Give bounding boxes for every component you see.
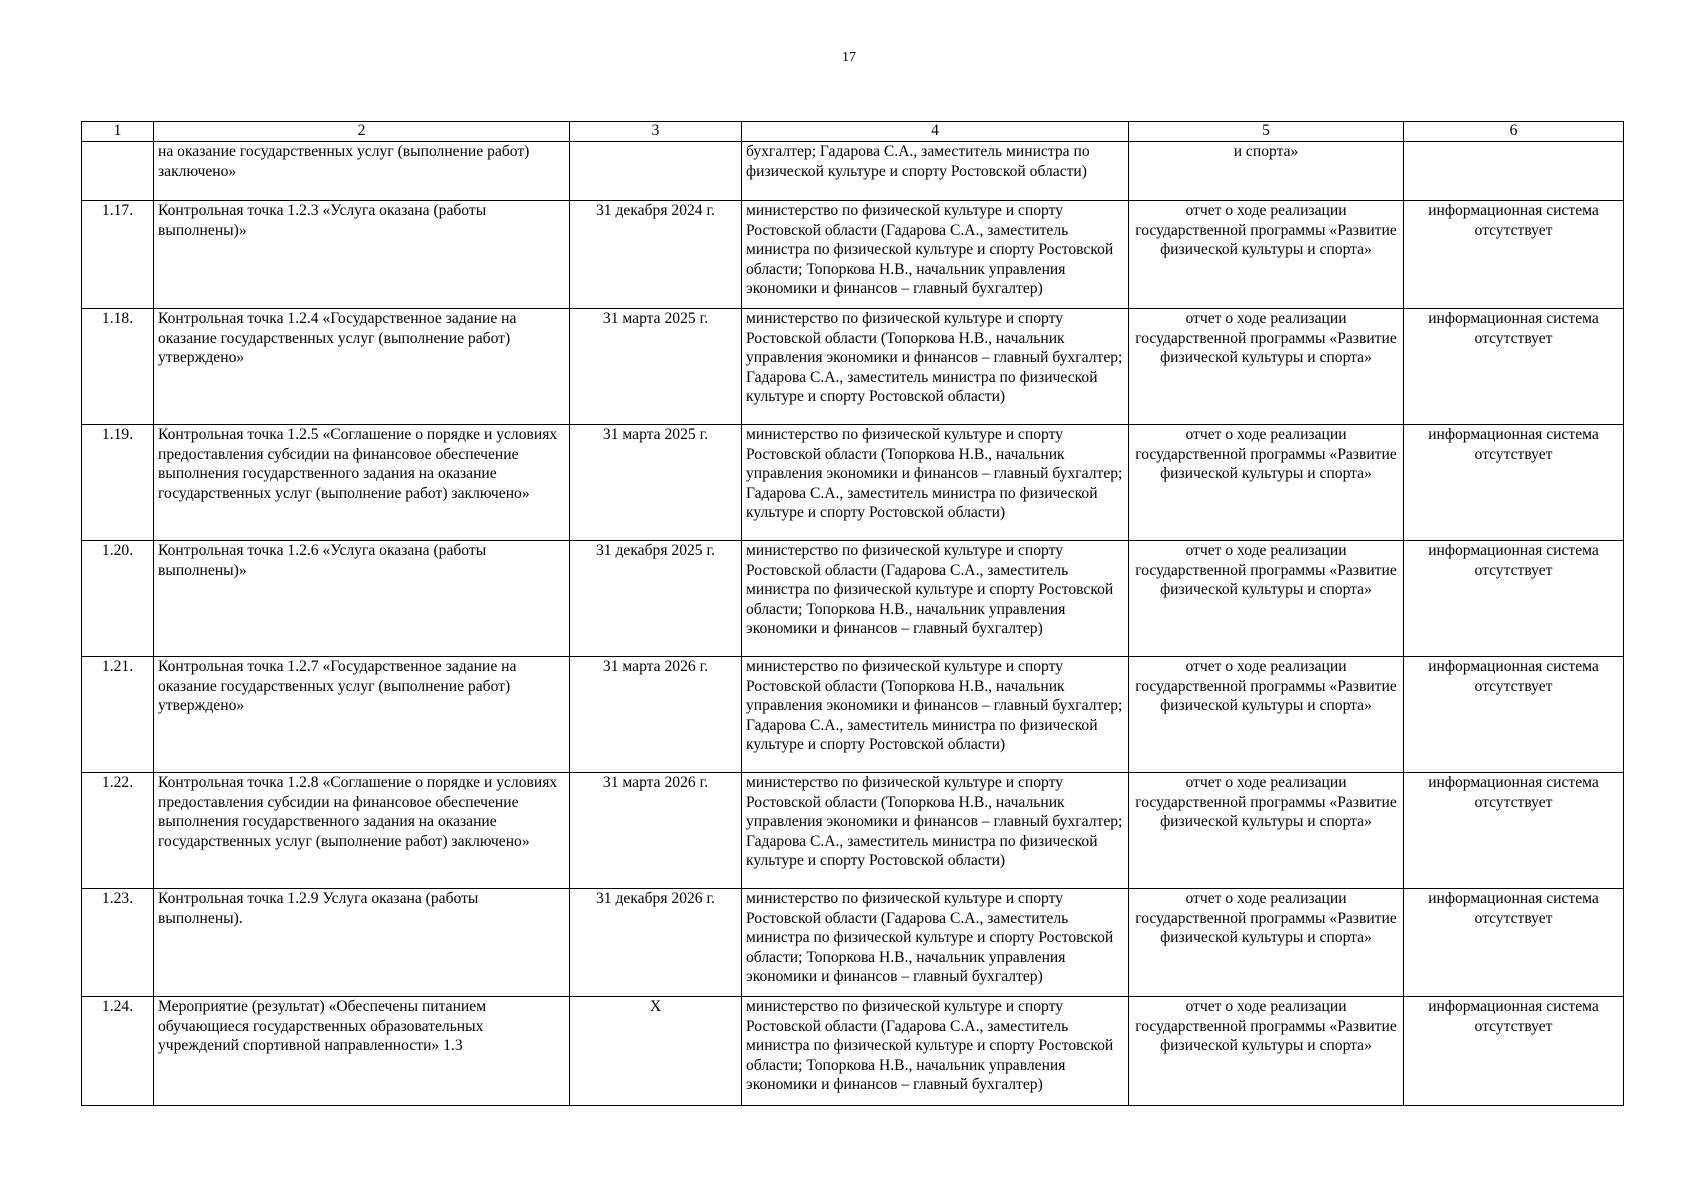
document-cell: и спорта» [1129,142,1404,201]
event-name-cell: Контрольная точка 1.2.6 «Услуга оказана (работы выполнены)» [154,541,570,657]
document-cell: отчет о ходе реализации государственной программы «Развитие физической культуры и спорта» [1129,309,1404,425]
event-name-cell: Контрольная точка 1.2.4 «Государственное задание на оказание государственных услуг (выполнение работ) утверждено» [154,309,570,425]
document-cell: отчет о ходе реализации государственной программы «Развитие физической культуры и спорта» [1129,657,1404,773]
row-number-cell [82,142,154,201]
event-name-cell: Контрольная точка 1.2.5 «Соглашение о порядке и условиях предоставления субсидии на финансовое обеспечение выполнения государственного задания на оказание государственных услуг (выполнение работ) заключено» [154,425,570,541]
row-number-cell: 1.21. [82,657,154,773]
responsible-cell: министерство по физической культуре и спорту Ростовской области (Гадарова С.А., заместитель министра по физической культуре и спорту Ростовской области; Топоркова Н.В., начальник управления экономики и финансов – главный бухгалтер) [742,541,1129,657]
row-number-cell: 1.18. [82,309,154,425]
table-row [82,541,1624,657]
responsible-cell: министерство по физической культуре и спорту Ростовской области (Топоркова Н.В., начальник управления экономики и финансов – главный бухгалтер; Гадарова С.А., заместитель министра по физической культуре и спорту Ростовской области) [742,657,1129,773]
responsible-cell: министерство по физической культуре и спорту Ростовской области (Гадарова С.А., заместитель министра по физической культуре и спорту Ростовской области; Топоркова Н.В., начальник управления экономики и финансов – главный бухгалтер) [742,997,1129,1106]
column-number: 4 [742,122,1129,142]
responsible-cell: министерство по физической культуре и спорту Ростовской области (Топоркова Н.В., начальник управления экономики и финансов – главный бухгалтер; Гадарова С.А., заместитель министра по физической культуре и спорту Ростовской области) [742,773,1129,889]
column-number: 3 [570,122,742,142]
info-system-cell: информационная система отсутствует [1404,889,1624,997]
deadline-cell: 31 декабря 2026 г. [570,889,742,997]
column-number: 6 [1404,122,1624,142]
responsible-cell: бухгалтер; Гадарова С.А., заместитель министра по физической культуре и спорту Ростовской области) [742,142,1129,201]
document-cell: отчет о ходе реализации государственной программы «Развитие физической культуры и спорта» [1129,773,1404,889]
event-name-cell: Контрольная точка 1.2.9 Услуга оказана (работы выполнены). [154,889,570,997]
row-number-cell: 1.20. [82,541,154,657]
row-number-cell: 1.22. [82,773,154,889]
info-system-cell: информационная система отсутствует [1404,425,1624,541]
table-row [82,201,1624,309]
column-number: 2 [154,122,570,142]
info-system-cell: информационная система отсутствует [1404,309,1624,425]
responsible-cell: министерство по физической культуре и спорту Ростовской области (Гадарова С.А., заместитель министра по физической культуре и спорту Ростовской области; Топоркова Н.В., начальник управления экономики и финансов – главный бухгалтер) [742,889,1129,997]
control-points-table [81,121,1624,1106]
document-cell: отчет о ходе реализации государственной программы «Развитие физической культуры и спорта» [1129,997,1404,1106]
document-cell: отчет о ходе реализации государственной программы «Развитие физической культуры и спорта» [1129,425,1404,541]
info-system-cell [1404,142,1624,201]
event-name-cell: Контрольная точка 1.2.8 «Соглашение о порядке и условиях предоставления субсидии на финансовое обеспечение выполнения государственного задания на оказание государственных услуг (выполнение работ) заключено» [154,773,570,889]
row-number-cell: 1.24. [82,997,154,1106]
deadline-cell: 31 декабря 2025 г. [570,541,742,657]
column-number: 5 [1129,122,1404,142]
deadline-cell: 31 марта 2026 г. [570,657,742,773]
table-row [82,889,1624,997]
row-number-cell: 1.19. [82,425,154,541]
table-row [82,657,1624,773]
deadline-cell: 31 марта 2026 г. [570,773,742,889]
deadline-cell: 31 марта 2025 г. [570,309,742,425]
event-name-cell: Контрольная точка 1.2.7 «Государственное задание на оказание государственных услуг (выполнение работ) утверждено» [154,657,570,773]
document-cell: отчет о ходе реализации государственной программы «Развитие физической культуры и спорта» [1129,541,1404,657]
info-system-cell: информационная система отсутствует [1404,997,1624,1106]
table-row [82,309,1624,425]
deadline-cell: 31 декабря 2024 г. [570,201,742,309]
row-number-cell: 1.23. [82,889,154,997]
responsible-cell: министерство по физической культуре и спорту Ростовской области (Топоркова Н.В., начальник управления экономики и финансов – главный бухгалтер; Гадарова С.А., заместитель министра по физической культуре и спорту Ростовской области) [742,425,1129,541]
responsible-cell: министерство по физической культуре и спорту Ростовской области (Топоркова Н.В., начальник управления экономики и финансов – главный бухгалтер; Гадарова С.А., заместитель министра по физической культуре и спорту Ростовской области) [742,309,1129,425]
document-cell: отчет о ходе реализации государственной программы «Развитие физической культуры и спорта» [1129,889,1404,997]
event-name-cell: на оказание государственных услуг (выполнение работ) заключено» [154,142,570,201]
responsible-cell: министерство по физической культуре и спорту Ростовской области (Гадарова С.А., заместитель министра по физической культуре и спорту Ростовской области; Топоркова Н.В., начальник управления экономики и финансов – главный бухгалтер) [742,201,1129,309]
deadline-cell [570,142,742,201]
event-name-cell: Мероприятие (результат) «Обеспечены питанием обучающиеся государственных образовательных учреждений спортивной направленности» 1.3 [154,997,570,1106]
column-number-row [82,122,1624,142]
info-system-cell: информационная система отсутствует [1404,773,1624,889]
continuation-row [82,142,1624,201]
table-row [82,425,1624,541]
table-row [82,997,1624,1106]
table-row [82,773,1624,889]
column-number: 1 [82,122,154,142]
row-number-cell: 1.17. [82,201,154,309]
deadline-cell: 31 марта 2025 г. [570,425,742,541]
event-name-cell: Контрольная точка 1.2.3 «Услуга оказана (работы выполнены)» [154,201,570,309]
page-number: 17 [842,50,856,65]
info-system-cell: информационная система отсутствует [1404,541,1624,657]
document-cell: отчет о ходе реализации государственной программы «Развитие физической культуры и спорта» [1129,201,1404,309]
info-system-cell: информационная система отсутствует [1404,201,1624,309]
info-system-cell: информационная система отсутствует [1404,657,1624,773]
deadline-cell: Х [570,997,742,1106]
